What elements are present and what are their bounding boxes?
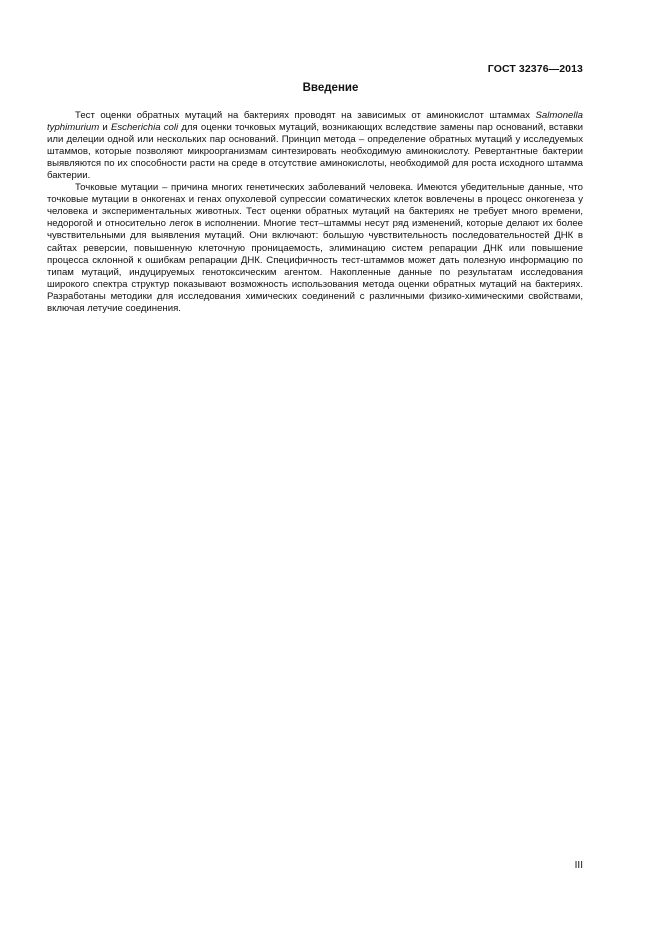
paragraph-2: Точковые мутации – причина многих генетических заболеваний человека. Имеются убедительные данные, что точковые мутации в онкогенах и генах опухолевой супрессии соматических клеток вовлечены в процесс онкогенеза у человека и экспериментальных животных. Тест оценки обратных мутаций на бактериях не требует много времени, недорогой и относительно легок в исполнении. Многие тест–штаммы несут ряд изменений, которые делают их более чувствительными для выявления мутаций. Они включают: большую чувствительность последовательностей ДНК в сайтах реверсии, повышенную клеточную проницаемость, элиминацию систем репарации ДНК или повышение процесса склонной к ошибкам репарации ДНК. Специфичность тест-штаммов может дать полезную информацию по типам мутаций, индуцируемых генотоксическим агентом. Накопленные данные по результатам исследования широкого спектра структур показывают возможность использования метода оценки обратных мутаций на бактериях. Разработаны методики для исследования химических соединений с различными физико-химическими свойствами, включая летучие соединения. [47, 182, 583, 314]
body-text [47, 110, 583, 315]
section-title: Введение [302, 82, 359, 94]
paragraph-1-text-b: и [99, 122, 111, 134]
paragraph-1 [47, 110, 583, 182]
document-header-standard-id: ГОСТ 32376—2013 [487, 63, 583, 75]
paragraph-1-text-a: Тест оценки обратных мутаций на бактериях проводят на зависимых от аминокислот штаммах [75, 110, 536, 121]
species-name-escherichia: Escherichia coli [110, 122, 179, 134]
species-name-salmonella: Salmonella typhimurium [47, 110, 583, 134]
page-number: III [574, 860, 583, 871]
paragraph-1-text-c: для оценки точковых мутаций, возникающих вследствие замены пар оснований, вставки или делеции одной или нескольких пар оснований. Принцип метода – определение обратных мутаций у исследуемых штаммов, которые позволяют микроорганизмам синтезировать необходимую аминокислоту. Ревертантные бактерии выявляются по их способности расти на среде в отсутствие аминокислоты, необходимой для роста исходного штамма бактерии. [47, 122, 583, 182]
